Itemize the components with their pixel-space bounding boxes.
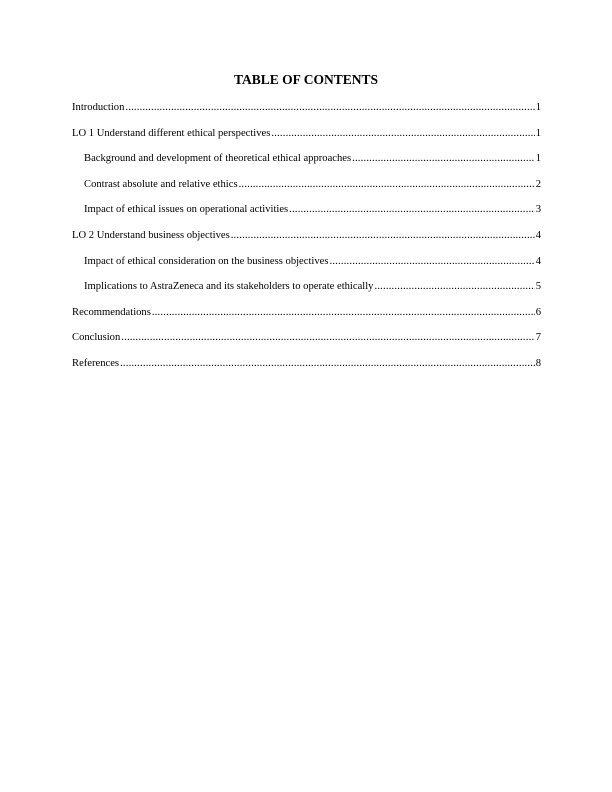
toc-entry-label: Conclusion	[72, 332, 121, 344]
toc-entry-page: 1	[535, 127, 541, 139]
dot-leader	[125, 102, 534, 113]
toc-entry-recommendations[interactable]	[72, 307, 541, 333]
toc-entry-introduction[interactable]	[72, 102, 541, 128]
dot-leader	[152, 307, 535, 318]
table-of-contents	[72, 102, 541, 384]
toc-entry-label: Impact of ethical issues on operational activities	[84, 204, 289, 216]
toc-entry-page: 7	[535, 332, 541, 344]
dot-leader	[120, 358, 535, 369]
toc-entry-page: 4	[535, 229, 541, 241]
dot-leader	[121, 332, 534, 343]
toc-entry-label: Implications to AstraZeneca and its stakeholders to operate ethically	[84, 281, 374, 293]
toc-entry-impact-operational[interactable]	[72, 204, 541, 230]
toc-entry-label: Recommendations	[72, 306, 151, 318]
dot-leader	[239, 179, 535, 190]
toc-entry-background[interactable]	[72, 153, 541, 179]
dot-leader	[374, 281, 534, 292]
toc-entry-label: LO 1 Understand different ethical perspectives	[72, 127, 271, 139]
toc-entry-lo2[interactable]	[72, 230, 541, 256]
toc-entry-page: 2	[535, 178, 541, 190]
toc-entry-page: 8	[535, 357, 541, 369]
toc-entry-page: 5	[535, 281, 541, 293]
dot-leader	[329, 256, 534, 267]
toc-entry-impact-business[interactable]	[72, 256, 541, 282]
toc-entry-references[interactable]	[72, 358, 541, 384]
toc-entry-label: Introduction	[72, 102, 125, 113]
toc-entry-implications[interactable]	[72, 281, 541, 307]
dot-leader	[231, 230, 535, 241]
toc-entry-label: Impact of ethical consideration on the business objectives	[84, 255, 329, 267]
toc-entry-label: LO 2 Understand business objectives	[72, 229, 230, 241]
toc-entry-label: Contrast absolute and relative ethics	[84, 178, 238, 190]
dot-leader	[352, 153, 535, 164]
toc-entry-conclusion[interactable]	[72, 332, 541, 358]
toc-entry-page: 4	[535, 255, 541, 267]
toc-entry-lo1[interactable]	[72, 128, 541, 154]
toc-entry-page: 1	[535, 153, 541, 165]
toc-title: TABLE OF CONTENTS	[233, 72, 379, 87]
dot-leader	[289, 204, 535, 215]
toc-entry-label: Background and development of theoretical ethical approaches	[84, 153, 352, 165]
toc-entry-contrast[interactable]	[72, 179, 541, 205]
toc-entry-label: References	[72, 357, 120, 369]
toc-entry-page: 6	[535, 306, 541, 318]
toc-entry-page: 1	[535, 102, 541, 113]
toc-entry-page: 3	[535, 204, 541, 216]
dot-leader	[271, 128, 534, 139]
